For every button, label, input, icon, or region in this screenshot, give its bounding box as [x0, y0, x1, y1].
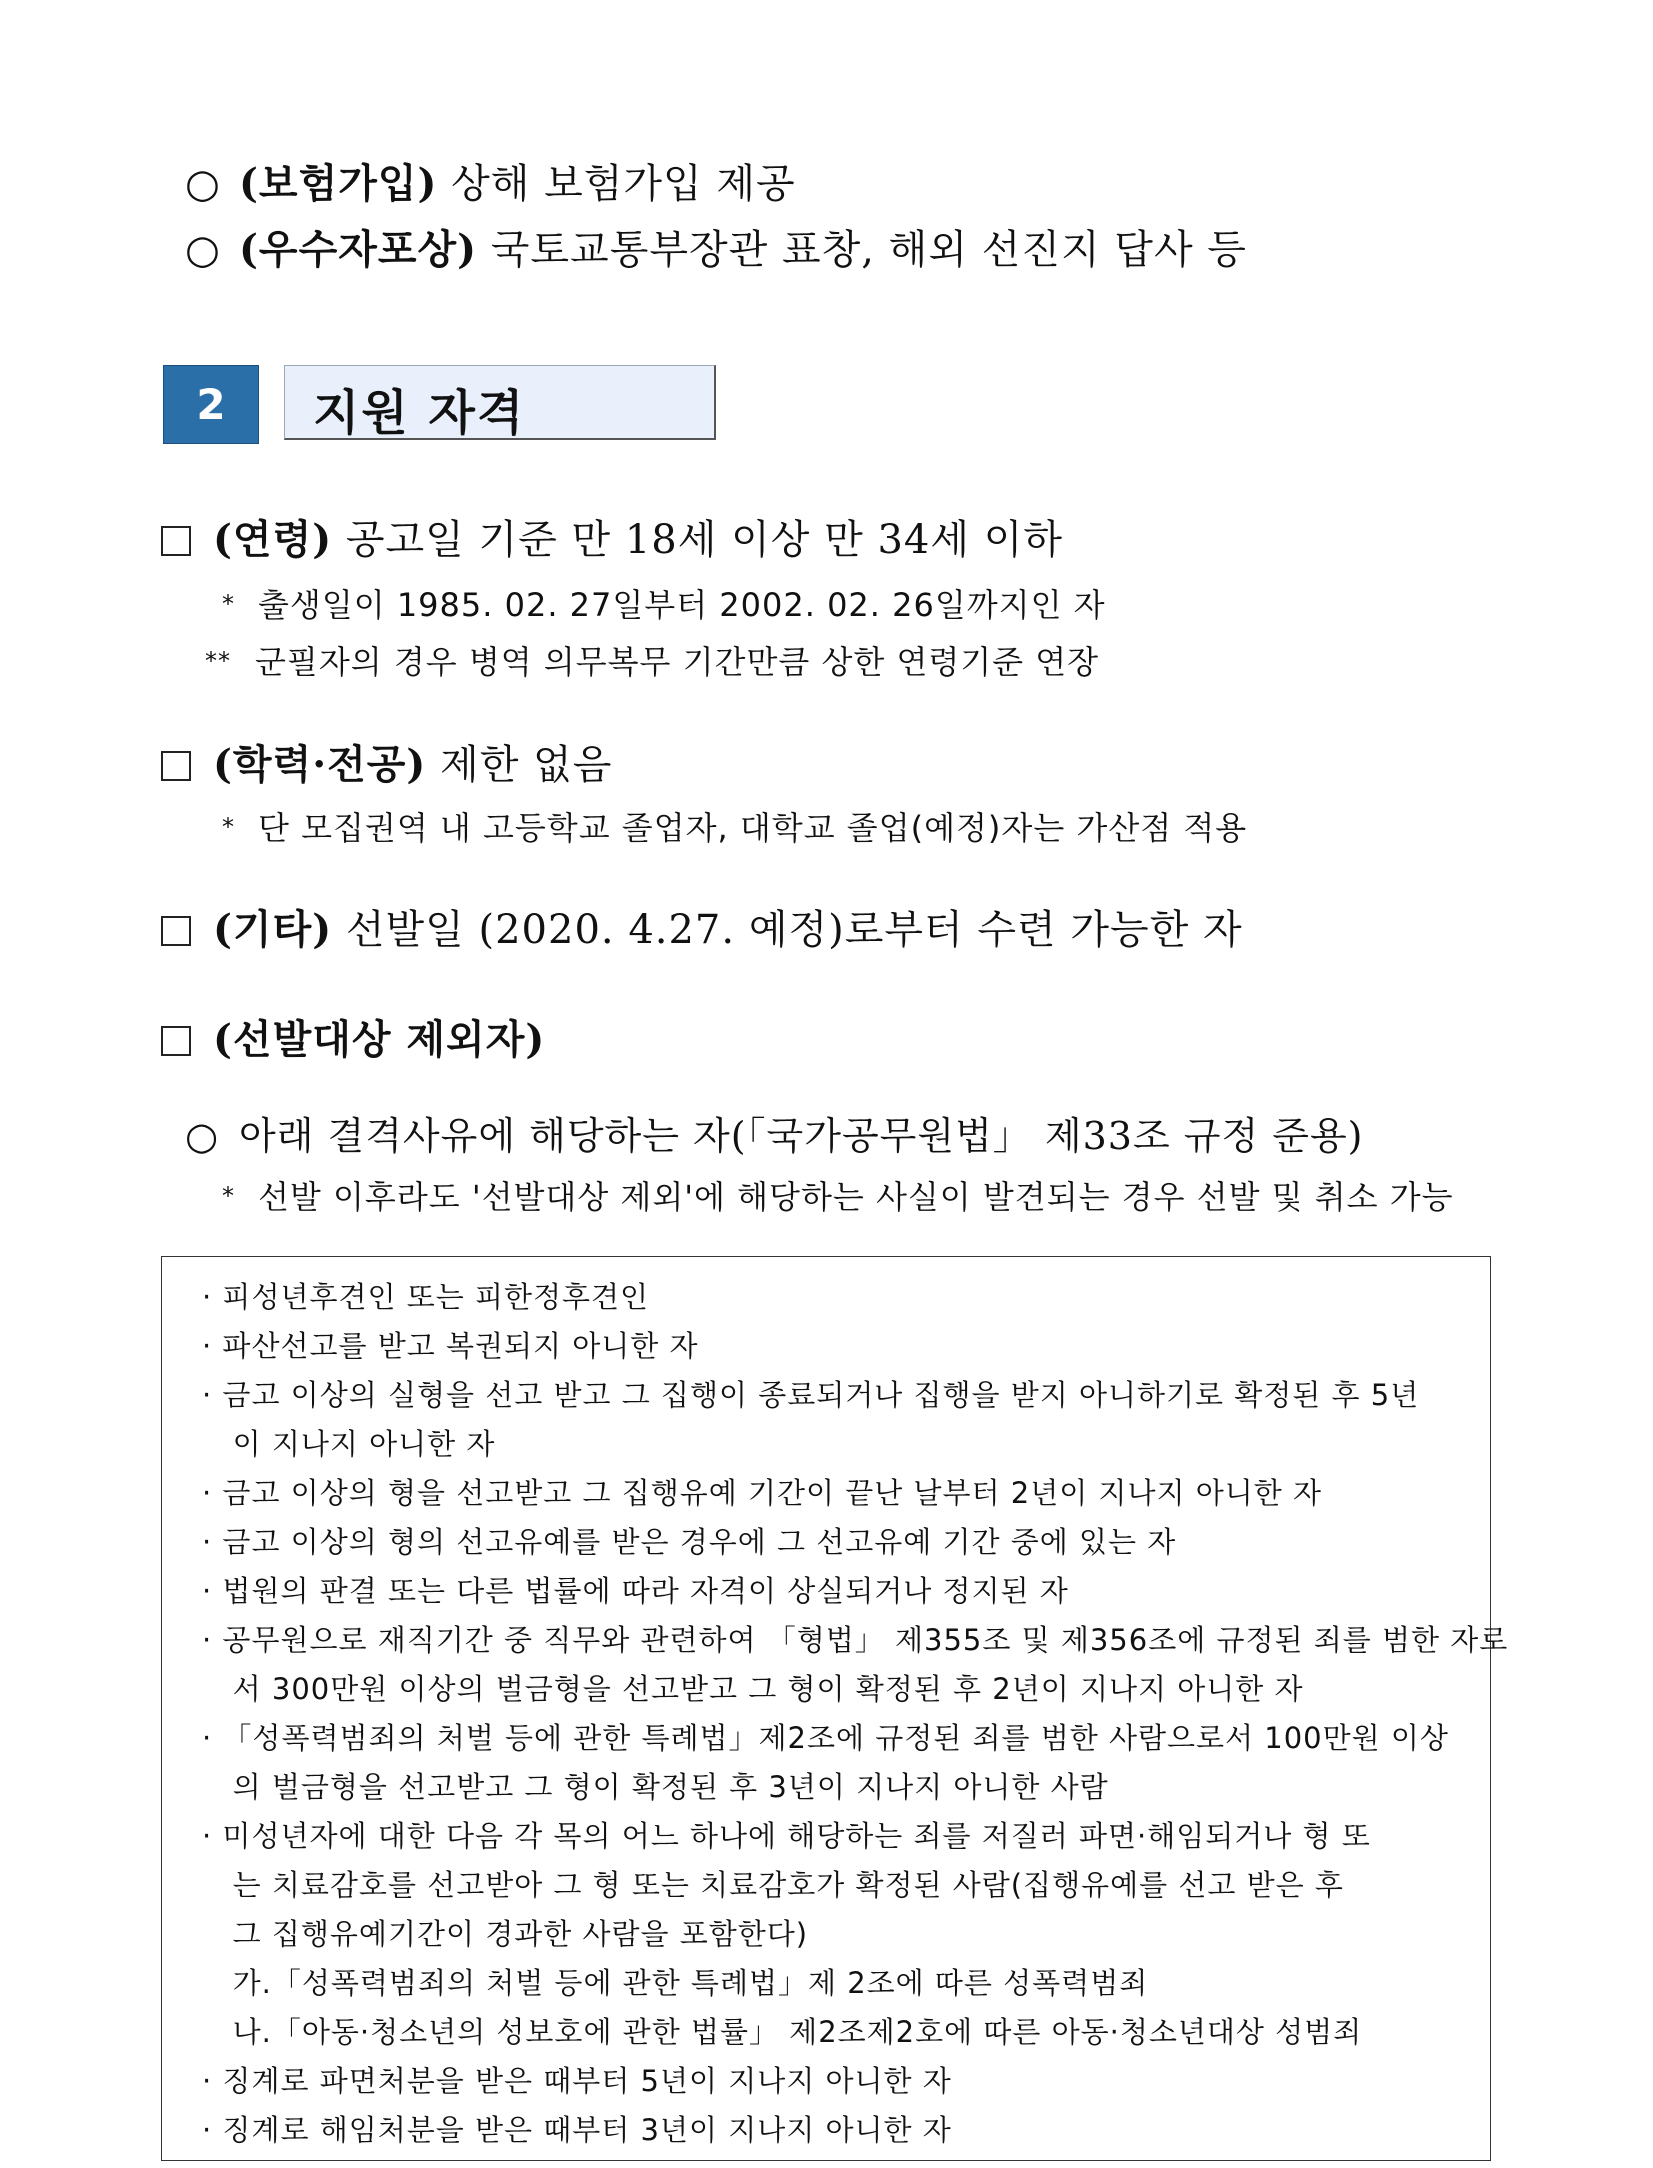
- note-exclusion: [222, 1172, 1454, 1218]
- disqualification-box: [161, 1256, 1509, 2161]
- list-item: · 파산선고를 받고 복권되지 아니한 자: [202, 1329, 699, 1363]
- note-text: 단 모집권역 내 고등학교 졸업자, 대학교 졸업(예정)자는 가산점 적용: [258, 809, 1248, 847]
- criterion-age: [161, 508, 1063, 565]
- list-item: · 법원의 판결 또는 다른 법률에 따라 자격이 상실되거나 정지된 자: [202, 1574, 1069, 1608]
- list-item: · 금고 이상의 실형을 선고 받고 그 집행이 종료되거나 집행을 받지 아니하기로 확정된 후 5년: [202, 1378, 1420, 1412]
- bullet-award: [185, 218, 1247, 275]
- note-text: 선발 이후라도 '선발대상 제외'에 해당하는 사실이 발견되는 경우 선발 및 취소 가능: [258, 1178, 1454, 1216]
- exclusion-sub-text: 아래 결격사유에 해당하는 자(「국가공무원법」 제33조 규정 준용): [239, 1114, 1364, 1158]
- asterisk-icon: *: [222, 1182, 235, 1210]
- bullet-tag: (보험가입): [239, 160, 438, 207]
- list-item: · 금고 이상의 형의 선고유예를 받은 경우에 그 선고유예 기간 중에 있는 자: [202, 1525, 1177, 1559]
- criterion-tag: (기타): [213, 906, 333, 953]
- exclusion-sub-bullet: [185, 1105, 1363, 1160]
- square-bullet-icon: [161, 1026, 191, 1056]
- list-item: 나.「아동·청소년의 성보호에 관한 법률」 제2조제2호에 따른 아동·청소년대상 성범죄: [202, 2015, 1363, 2049]
- note-text: 출생일이 1985. 02. 27일부터 2002. 02. 26일까지인 자: [258, 586, 1106, 624]
- section-number: 2: [163, 365, 259, 444]
- list-item: · 금고 이상의 형을 선고받고 그 집행유예 기간이 끝난 날부터 2년이 지나지 아니한 자: [202, 1476, 1322, 1510]
- list-item: · 미성년자에 대한 다음 각 목의 어느 하나에 해당하는 죄를 저질러 파면·해임되거나 형 또: [202, 1819, 1371, 1853]
- criterion-other: [161, 898, 1243, 955]
- circle-bullet-icon: ○: [185, 227, 221, 273]
- bullet-text: 국토교통부장관 표창, 해외 선진지 답사 등: [477, 227, 1247, 273]
- list-item: 서 300만원 이상의 벌금형을 선고받고 그 형이 확정된 후 2년이 지나지 아니한 자: [202, 1672, 1304, 1706]
- criterion-text: 공고일 기준 만 18세 이상 만 34세 이하: [332, 517, 1063, 563]
- circle-bullet-icon: ○: [185, 1114, 220, 1158]
- criterion-text: 선발일 (2020. 4.27. 예정)로부터 수련 가능한 자: [332, 907, 1243, 953]
- list-item: 는 치료감호를 선고받아 그 형 또는 치료감호가 확정된 사람(집행유예를 선고 받은 후: [202, 1868, 1344, 1902]
- criterion-education: [161, 733, 612, 790]
- double-asterisk-icon: **: [205, 647, 231, 675]
- list-item: 그 집행유예기간이 경과한 사람을 포함한다): [202, 1917, 809, 1951]
- list-item: · 징계로 파면처분을 받은 때부터 5년이 지나지 아니한 자: [202, 2064, 952, 2098]
- list-item: · 징계로 해임처분을 받은 때부터 3년이 지나지 아니한 자: [202, 2113, 952, 2147]
- square-bullet-icon: [161, 916, 191, 946]
- section-title: 지원 자격: [313, 385, 526, 441]
- asterisk-icon: *: [222, 590, 235, 618]
- bullet-text: 상해 보험가입 제공: [437, 161, 796, 207]
- circle-bullet-icon: ○: [185, 161, 221, 207]
- section-title-box: [284, 365, 716, 440]
- list-item: · 「성폭력범죄의 처벌 등에 관한 특례법」제2조에 규정된 죄를 범한 사람으로서 100만원 이상: [202, 1721, 1449, 1755]
- criterion-tag: (학력·전공): [213, 741, 427, 788]
- criterion-text: 제한 없음: [426, 742, 613, 788]
- note-age-military: [205, 637, 1099, 683]
- criterion-exclusion: [161, 1008, 545, 1065]
- list-item: 의 벌금형을 선고받고 그 형이 확정된 후 3년이 지나지 아니한 사람: [202, 1770, 1109, 1804]
- list-item: 이 지나지 아니한 자: [202, 1427, 496, 1461]
- list-item: · 공무원으로 재직기간 중 직무와 관련하여 「형법」 제355조 및 제356조에 규정된 죄를 범한 자로: [202, 1623, 1509, 1657]
- list-item: · 피성년후견인 또는 피한정후견인: [202, 1280, 650, 1314]
- note-text: 군필자의 경우 병역 의무복무 기간만큼 상한 연령기준 연장: [255, 643, 1100, 681]
- note-education: [222, 803, 1247, 849]
- bullet-tag: (우수자포상): [239, 226, 478, 273]
- criterion-tag: (연령): [213, 516, 333, 563]
- asterisk-icon: *: [222, 813, 235, 841]
- criterion-tag: (선발대상 제외자): [213, 1016, 546, 1063]
- list-item: 가.「성폭력범죄의 처벌 등에 관한 특례법」제 2조에 따른 성폭력범죄: [202, 1966, 1149, 2000]
- bullet-insurance: [185, 152, 796, 209]
- square-bullet-icon: [161, 526, 191, 556]
- square-bullet-icon: [161, 751, 191, 781]
- note-age-birth: [222, 580, 1106, 626]
